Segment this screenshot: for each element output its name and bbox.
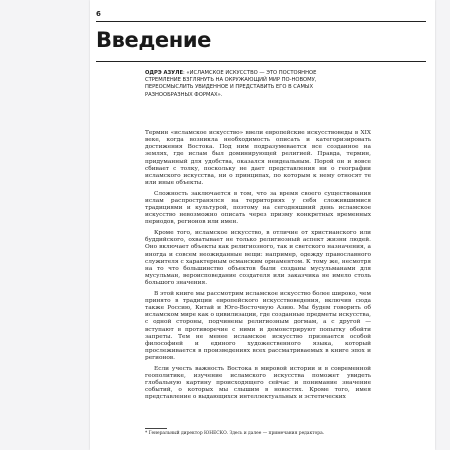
footnote: * Генеральный директор ЮНЕСКО. Здесь и далее — примечания редактора.: [145, 431, 325, 436]
body-text: [145, 130, 371, 402]
paragraph-4: В этой книге мы рассмотрим исламское искусство более широко, чем принято в традиции европейского искусствоведения, включив сюда также Россию, Китай и Юго-Восточную Азию. Мы будем говорить об исламском мире как о цивилизации, где созданные предметы искусства, с одной стороны, подчинены религиозным догмам, а с другой — вступают в противоречие с ними и демонстрируют попытку обойти запреты. Тем не менее исламское искусство признается особой философией и единого художественного языка, который прослеживается в произведениях всех рассматриваемых в книге эпох и регионов.: [145, 290, 371, 362]
epigraph-author: ОДРЭ АЗУЛЕ: [145, 70, 183, 76]
paragraph-2: Сложность заключается в том, что за время своего существования ислам распространялся на территориях у себя сложившимися традициями и культурой, поэтому на сегодняшний день исламское искусство невозможно описать через призму конкретных временных периодов, регионов или имен.: [145, 190, 371, 226]
paragraph-1: Термин «исламское искусство» ввели европейские искусствоведы в XIX веке, когда возникла необходимость описать и категоризировать достижения Востока. Под ним подразумевается все созданное на землях, где ислам был доминирующей религией. Правда, термин, придуманный для удобства, оказался неидеальным. Порой он и вовсе сбивает с толку, поскольку не дает представления ни о географии исламского искусства, ни о принципах, по которым к нему относят те или иные объекты.: [145, 130, 371, 187]
book-page: [90, 0, 435, 450]
paragraph-3: Кроме того, исламское искусство, в отличие от христианского или буддийского, охватывает не только религиозный аспект жизни людей. Оно включает объекты как религиозного, так и светского назначения, а иногда и совсем неожиданные вещи: например, одежду православного служителя с характерным османским орнаментом. К тому же, несмотря на то что большинство объектов были созданы мусульманами для мусульман, вероисповедание создателя или заказчика не имело столь большого значения.: [145, 230, 371, 287]
epigraph-quote: : «ИСЛАМСКОЕ ИСКУССТВО — ЭТО ПОСТОЯННОЕ СТРЕМЛЕНИЕ ВЗГЛЯНУТЬ НА ОКРУЖАЮЩИЙ МИР ПО-НОВОМУ, ПЕРЕОСМЫСЛИТЬ УВИДЕННОЕ И ПРЕДСТАВИТЬ ЕГО В САМЫХ РАЗНООБРАЗНЫХ ФОРМАХ».: [145, 70, 317, 98]
top-rule: [96, 21, 426, 22]
footnote-rule: [145, 428, 167, 429]
chapter-title: Введение: [96, 28, 212, 52]
title-rule: [96, 61, 426, 62]
page-number: 6: [96, 10, 101, 18]
paragraph-5: Если учесть важность Востока в мировой истории и в современной геополитике, изучение исламского искусства поможет увидеть глобальную картину происходящего сейчас и понимание значение событий, о которых мы слышим в новостях. Кроме того, имея представление о выдающихся интеллектуальных и эстетических: [145, 365, 371, 401]
epigraph: [145, 70, 320, 99]
